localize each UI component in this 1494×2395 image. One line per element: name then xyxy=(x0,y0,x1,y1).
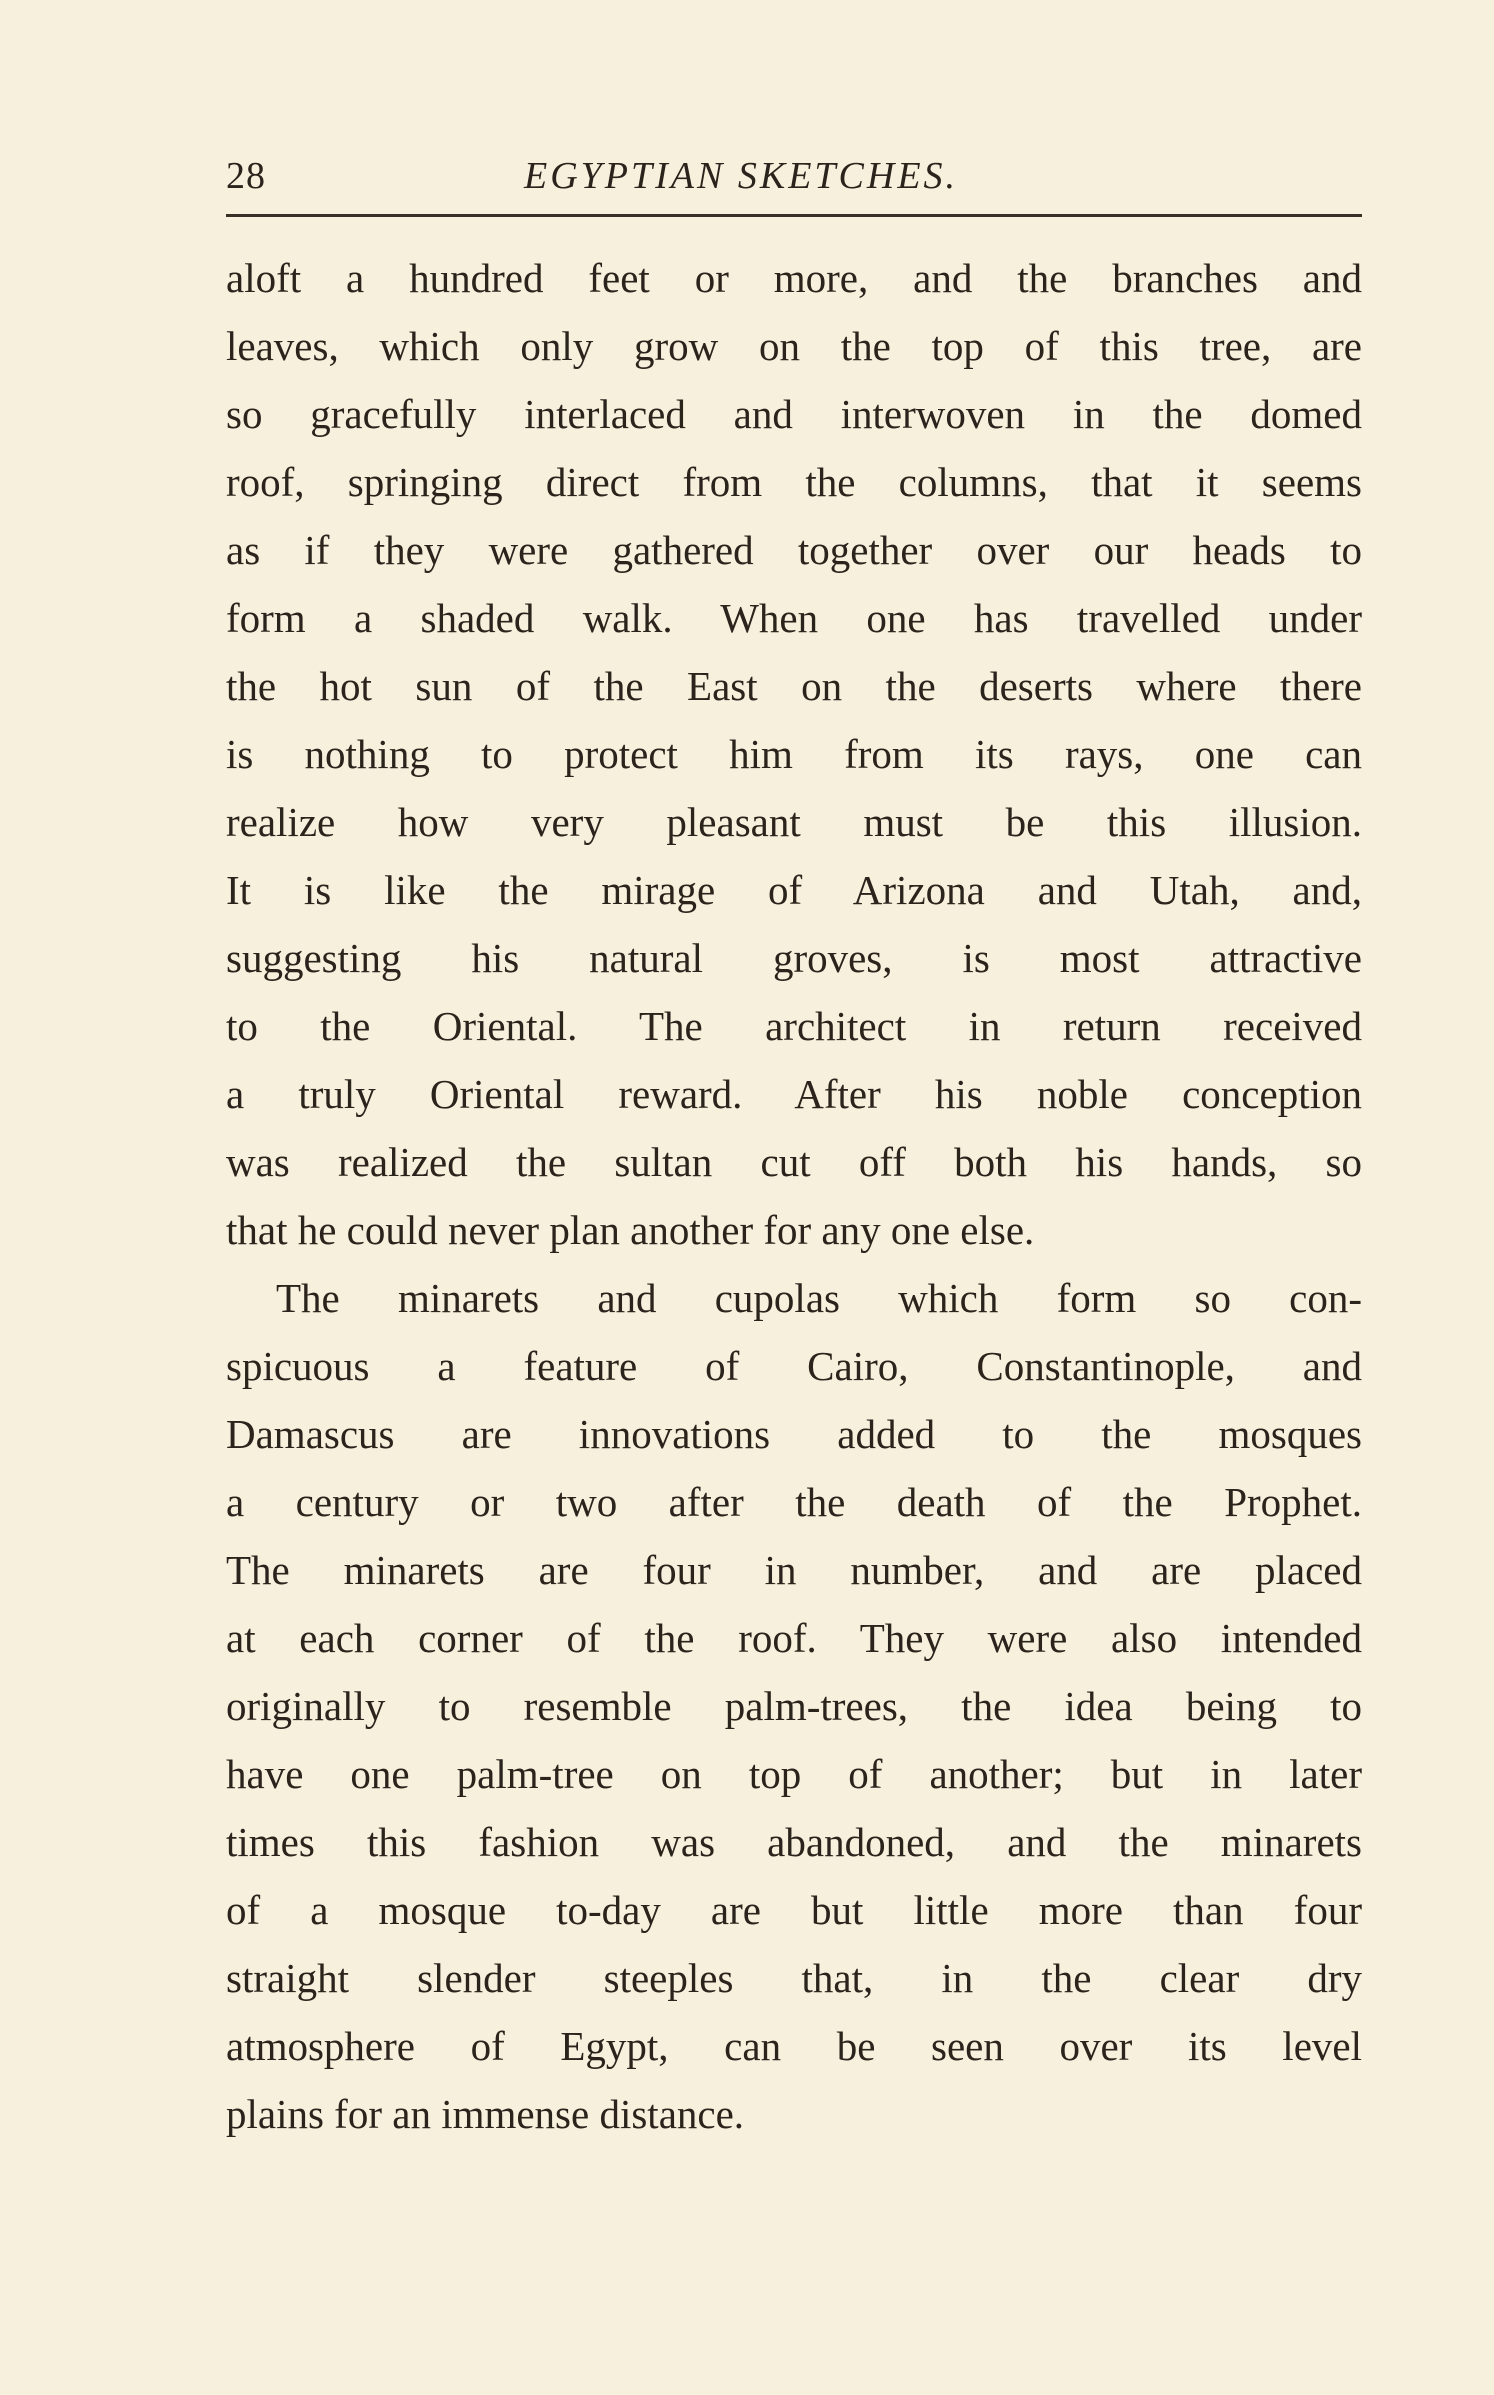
text-line: a century or two after the death of the Prophet. xyxy=(226,1479,1362,1525)
text-line: a truly Oriental reward. After his noble conception xyxy=(226,1071,1362,1117)
paragraph-end-line: plains for an immense distance. xyxy=(226,2091,745,2137)
text-line: times this fashion was abandoned, and the minarets xyxy=(226,1819,1362,1865)
text-line: It is like the mirage of Arizona and Utah, and, xyxy=(226,867,1362,913)
text-line: form a shaded walk. When one has travelled under xyxy=(226,595,1362,641)
text-line: The minarets are four in number, and are placed xyxy=(226,1547,1362,1593)
text-line: aloft a hundred feet or more, and the branches and xyxy=(226,255,1362,301)
header-rule xyxy=(226,214,1362,217)
text-line: atmosphere of Egypt, can be seen over its level xyxy=(226,2023,1362,2069)
page-number: 28 xyxy=(226,155,266,197)
text-line: Damascus are innovations added to the mosques xyxy=(226,1411,1362,1457)
text-line: straight slender steeples that, in the clear dry xyxy=(226,1955,1362,2001)
text-line: to the Oriental. The architect in return received xyxy=(226,1003,1362,1049)
text-line: of a mosque to-day are but little more than four xyxy=(226,1887,1362,1933)
paragraph-start-line: The minarets and cupolas which form so con- xyxy=(276,1275,1362,1321)
text-line: roof, springing direct from the columns, that it seems xyxy=(226,459,1362,505)
text-line: leaves, which only grow on the top of this tree, are xyxy=(226,323,1362,369)
text-line: originally to resemble palm-trees, the idea being to xyxy=(226,1683,1362,1729)
text-line: was realized the sultan cut off both his hands, so xyxy=(226,1139,1362,1185)
running-title: EGYPTIAN SKETCHES. xyxy=(524,155,959,197)
text-line: so gracefully interlaced and interwoven in the domed xyxy=(226,391,1362,437)
text-line: as if they were gathered together over our heads to xyxy=(226,527,1362,573)
text-line: suggesting his natural groves, is most attractive xyxy=(226,935,1362,981)
body-text xyxy=(226,244,1362,2148)
text-line: realize how very pleasant must be this illusion. xyxy=(226,799,1362,845)
paragraph-end-line: that he could never plan another for any one else. xyxy=(226,1207,1035,1253)
text-line: at each corner of the roof. They were also intended xyxy=(226,1615,1362,1661)
running-head xyxy=(226,150,1362,206)
text-line: the hot sun of the East on the deserts where there xyxy=(226,663,1362,709)
text-line: is nothing to protect him from its rays, one can xyxy=(226,731,1362,777)
text-line: have one palm-tree on top of another; but in later xyxy=(226,1751,1362,1797)
text-line: spicuous a feature of Cairo, Constantinople, and xyxy=(226,1343,1362,1389)
